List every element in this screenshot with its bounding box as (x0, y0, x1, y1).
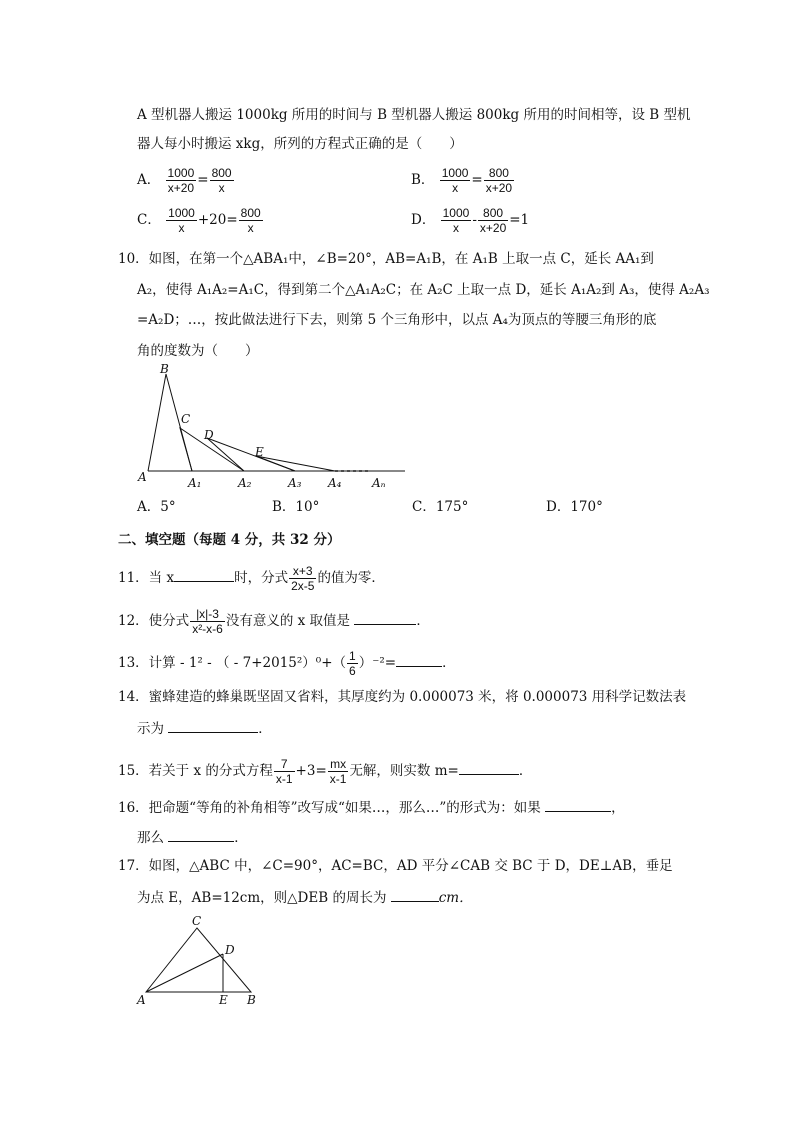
label-a3: A₃ (288, 476, 302, 490)
q10-option-d[interactable]: D．170° (546, 499, 603, 515)
answer-blank[interactable] (396, 652, 442, 667)
fraction: $\frac{800}{x}$ (240, 206, 261, 235)
label-b: B (247, 993, 256, 1007)
q17-line1: 17．如图，△ABC 中，∠C=90°，AC=BC，AD 平分∠CAB 交 BC 于 D，DE⊥AB，垂足 (118, 858, 673, 874)
label-c: C (181, 412, 191, 426)
label-d: D (225, 943, 235, 957)
label-e: E (255, 445, 264, 459)
answer-blank[interactable] (174, 567, 234, 582)
fraction: $\frac{800}{x+20}$ (479, 206, 507, 235)
q9-line1: A 型机器人搬运 1000kg 所用的时间与 B 型机器人搬运 800kg 所用的时间相等，设 B 型机 (137, 107, 691, 123)
fraction: $\frac{1000}{x}$ (442, 206, 470, 235)
answer-blank[interactable] (391, 887, 439, 902)
fraction: $\frac{|x|-3}{\text{x²-x-6}}$ (192, 607, 223, 636)
label-c: C (192, 914, 202, 928)
label-e: E (219, 993, 228, 1007)
fraction: $\frac{7}{x-1}$ (275, 757, 293, 786)
label-an: Aₙ (372, 476, 386, 490)
q14-line1: 14．蜜蜂建造的蜂巢既坚固又省料，其厚度约为 0.000073 米，将 0.000073 用科学记数法表 (118, 689, 687, 705)
section-title: 二、填空题（每题 4 分，共 32 分） (118, 532, 341, 548)
q16-line1: 16．把命题“等角的补角相等”改写成“如果…，那么…”的形式为：如果 ， (118, 797, 625, 817)
q10-line2: A₂，使得 A₁A₂=A₁C，得到第二个△A₁A₂C；在 A₂C 上取一点 D，延长 A₁A₂到 A₃，使得 A₂A₃ (137, 282, 710, 298)
q17-triangle-figure (135, 910, 270, 1010)
fraction: $\frac{mx}{x-1}$ (329, 757, 347, 786)
q10-line3: =A₂D；…，按此做法进行下去，则第 5 个三角形中，以点 A₄为顶点的等腰三角形的底 (137, 312, 657, 328)
q17-line2: 为点 E，AB=12cm，则△DEB 的周长为 cm． (137, 887, 473, 907)
triangle-a3a4e (256, 456, 335, 471)
q16-line2: 那么 ． (137, 827, 248, 847)
triangle-abc (146, 928, 251, 992)
fraction: $\frac{1000}{x}$ (441, 166, 469, 195)
segment-ad (146, 954, 223, 992)
answer-blank[interactable] (168, 827, 234, 842)
q14-line2: 示为 ． (137, 718, 272, 738)
q10-triangle-figure (130, 360, 420, 495)
fraction: $\frac{x+3}{2x-5}$ (291, 564, 315, 593)
fraction: $\frac{800}{x+20}$ (485, 166, 513, 195)
fraction: $\frac{1000}{x}$ (168, 206, 195, 235)
fraction: $\frac{1}{6}$ (349, 649, 356, 678)
fraction: $\frac{800}{x}$ (211, 166, 232, 195)
q9-line2: 器人每小时搬运 xkg，所列的方程式正确的是（ ） (137, 136, 463, 152)
fraction: $\frac{1000}{x+20}$ (167, 166, 195, 195)
label-a2: A₂ (238, 476, 252, 490)
q9-option-b[interactable]: B． $\frac{1000}{x}$ = $\frac{800}{x+20}$ (411, 166, 513, 195)
q13: 13．计算 - 1² - （ - 7+2015²）⁰+（ $\frac{1}{6}$ ）⁻²= ． (118, 649, 456, 678)
q9-option-a[interactable]: A． $\frac{1000}{x+20}$ = $\frac{800}{x}$ (137, 166, 232, 195)
label-a1: A₁ (188, 476, 202, 490)
q11: 11．当 x 时，分式 $\frac{x+3}{2x-5}$ 的值为零． (118, 564, 385, 593)
q10-line1: 10．如图，在第一个△ABA₁中，∠B=20°，AB=A₁B，在 A₁B 上取一点 C，延长 AA₁到 (118, 251, 654, 267)
q10-option-b[interactable]: B．10° (272, 499, 320, 515)
q10-option-a[interactable]: A．5° (137, 499, 176, 515)
q10-line4: 角的度数为（ ） (137, 343, 259, 359)
q9-option-d[interactable]: D． $\frac{1000}{x}$ - $\frac{800}{x+20}$ =1 (411, 206, 530, 235)
answer-blank[interactable] (168, 718, 258, 733)
label-a: A (137, 993, 146, 1007)
answer-blank[interactable] (545, 797, 611, 812)
q12: 12．使分式 $\frac{|x|-3}{\text{x²-x-6}}$ 没有意义的 x 取值是 ． (118, 607, 430, 636)
label-a4: A₄ (328, 476, 342, 490)
q10-option-c[interactable]: C．175° (412, 499, 469, 515)
answer-blank[interactable] (354, 610, 416, 625)
label-b: B (160, 362, 169, 376)
answer-blank[interactable] (459, 760, 519, 775)
q15: 15．若关于 x 的分式方程 $\frac{7}{x-1}$ +3= $\frac{mx}{x-1}$ 无解，则实数 m= ． (118, 757, 533, 786)
q9-option-c[interactable]: C． $\frac{1000}{x}$ +20= $\frac{800}{x}$ (137, 206, 261, 235)
label-a: A (138, 470, 147, 484)
label-d: D (204, 428, 214, 442)
